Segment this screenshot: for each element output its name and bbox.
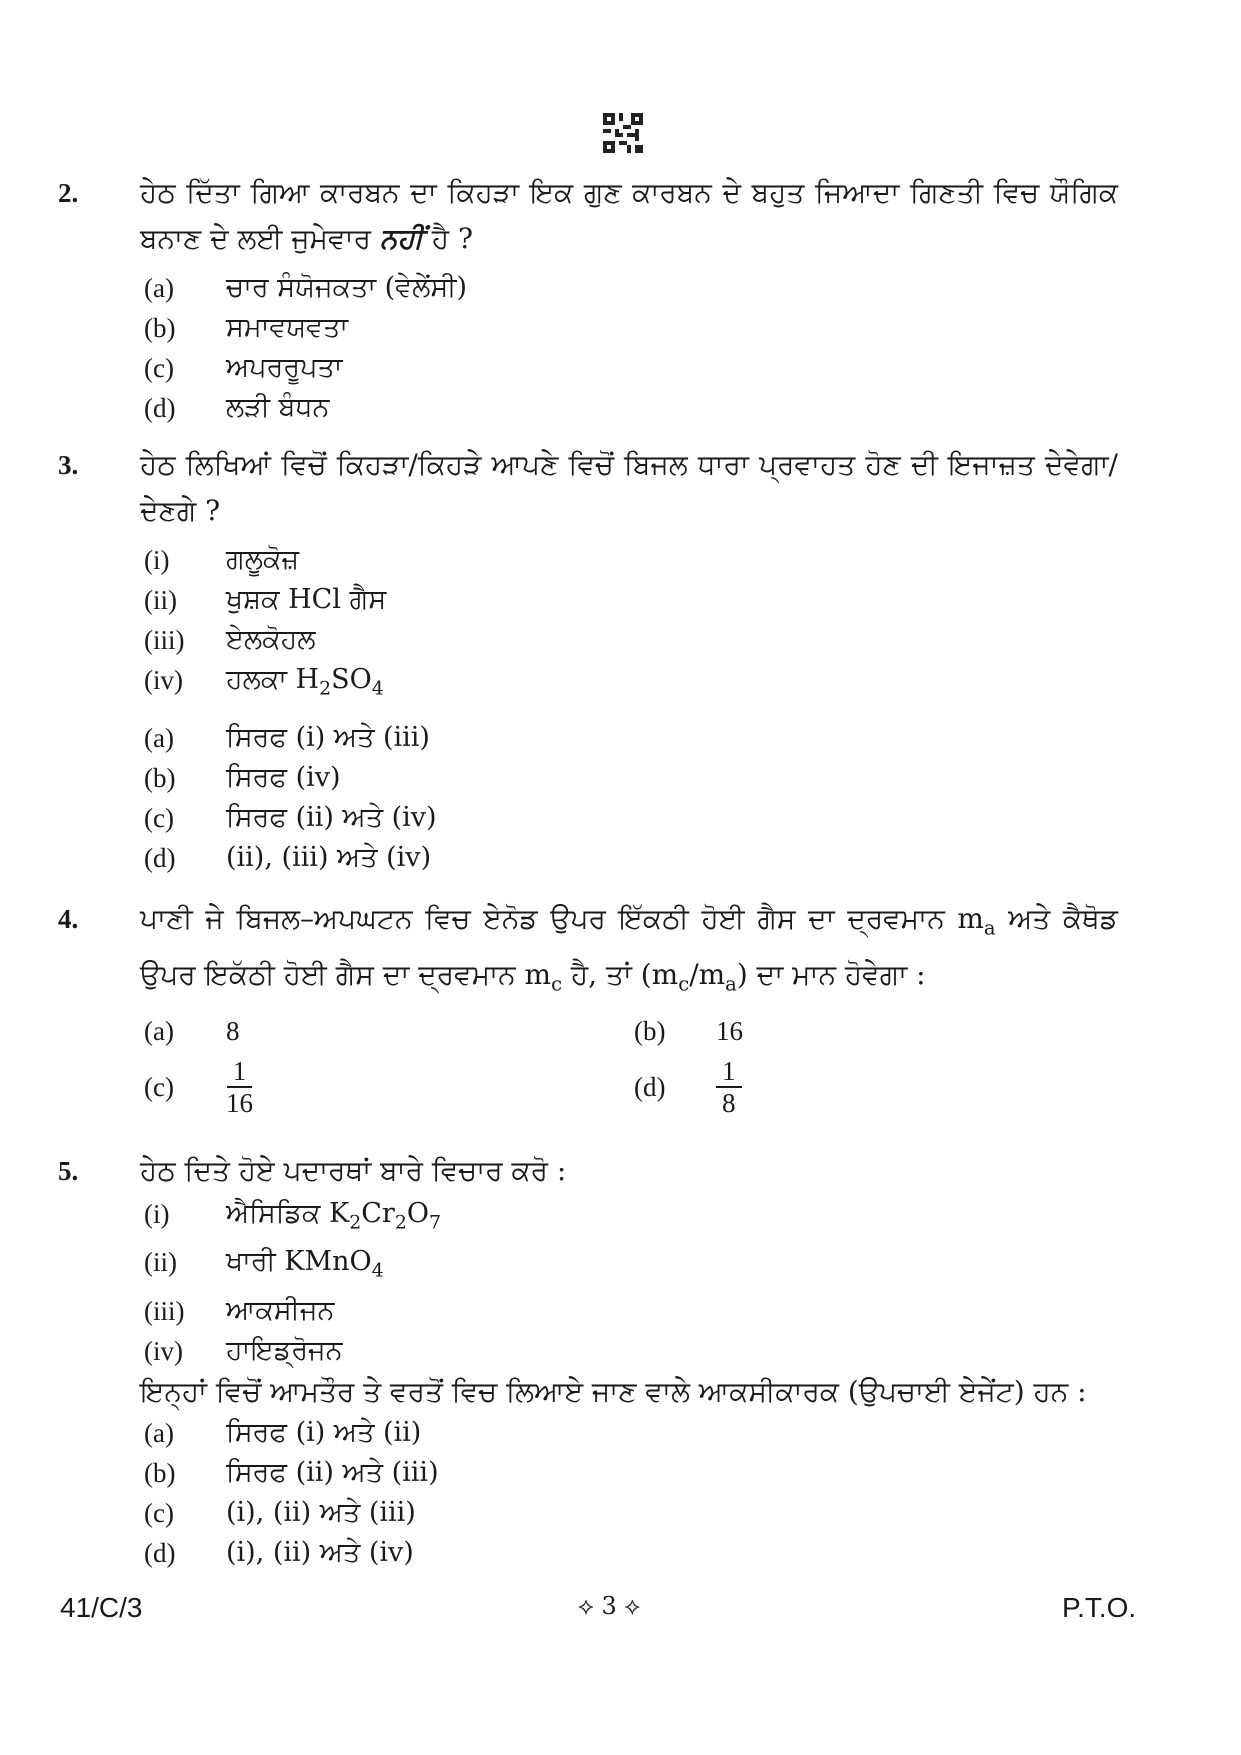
pto-label: P.T.O. — [1062, 1592, 1137, 1623]
question-number: 3. — [58, 450, 79, 480]
fraction: $\frac{1}{16}$ — [226, 1056, 253, 1119]
option-d: (d) (i), (ii) ਅਤੇ (iv) — [144, 1536, 414, 1568]
emphasis-not: ਨਹੀਂ — [379, 222, 423, 255]
question-text: ਪਾਣੀ ਜੇ ਬਿਜਲ–ਅਪਘਟਨ ਵਿਚ ਏਨੋਡ ਉਪਰ ਇੱਕਠੀ ਹੋਈ ਗੈਸ ਦਾ ਦ੍ਰਵਮਾਨ $m_a$ ਅਤੇ ਕੈਥੋਡ ਉਪਰ ਇਕੱਠੀ ਹੋਈ ਗੈਸ ਦਾ ਦ੍ਰਵਮਾਨ $m_c$ ਹੈ, ਤਾਂ $(m_c/m_a)$ ਦਾ ਮਾਨ ਹੋਵੇਗਾ : — [140, 902, 1118, 996]
option-a: (a) ਸਿਰਫ (i) ਅਤੇ (iii) — [144, 722, 430, 754]
option-d: (d) ਲੜੀ ਬੰਧਨ — [144, 392, 330, 423]
question-4 — [58, 896, 1118, 1121]
option-c: (c) ਸਿਰਫ (ii) ਅਤੇ (iv) — [144, 802, 437, 834]
question-number: 2. — [58, 178, 79, 208]
option-d: (d) $\frac{1}{8}$ — [634, 1053, 1054, 1121]
option-c: (c) (i), (ii) ਅਤੇ (iii) — [144, 1496, 416, 1528]
paper-code: 41/C/3 — [60, 1592, 143, 1623]
page-number: ⟡ 3 ⟡ — [578, 1592, 641, 1620]
question-text: ਹੇਠ ਦਿਤੇ ਹੋਏ ਪਦਾਰਥਾਂ ਬਾਰੇ ਵਿਚਾਰ ਕਰੋ : — [140, 1154, 567, 1187]
item-i: (i) ਐਸਿਡਿਕ $K_2Cr_2O_7$ — [144, 1198, 442, 1234]
option-c: (c) $\frac{1}{16}$ — [144, 1056, 253, 1119]
option-b: (b) 16 — [634, 1015, 743, 1046]
item-iv: (iv) ਹਲਕਾ $H_2SO_4$ — [144, 664, 384, 700]
question-text: ਹੇਠ ਲਿਖਿਆਂ ਵਿਚੋਂ ਕਿਹੜਾ/ਕਿਹੜੇ ਆਪਣੇ ਵਿਚੋਂ ਬਿਜਲ ਧਾਰਾ ਪ੍ਰਵਾਹਤ ਹੋਣ ਦੀ ਇਜਾਜ਼ਤ ਦੇਵੇਗਾ/ਦੇਣਗੇ ? — [140, 448, 1118, 527]
item-iii: (iii) ਏਲਕੋਹਲ — [144, 624, 316, 655]
option-a: (a) 8 — [144, 1015, 240, 1046]
question-2 — [58, 170, 1118, 428]
option-d: (d) (ii), (iii) ਅਤੇ (iv) — [144, 842, 432, 874]
question-number: 5. — [58, 1156, 79, 1186]
item-ii: (ii) ਖਾਰੀ KMnO$_4$ — [144, 1246, 384, 1282]
item-ii: (ii) ਖੁਸ਼ਕ HCl ਗੈਸ — [144, 584, 387, 615]
qr-code-icon — [603, 113, 643, 153]
option-b: (b) ਸਿਰਫ (iv) — [144, 762, 341, 794]
item-i: (i) ਗਲੂਕੋਜ਼ — [144, 544, 300, 575]
question-5 — [58, 1148, 1118, 1573]
options-grid — [144, 1011, 1118, 1121]
option-b: (b) ਸਿਰਫ (ii) ਅਤੇ (iii) — [144, 1456, 439, 1488]
option-c: (c) ਅਪਰਰੂਪਤਾ — [144, 352, 343, 383]
question-3 — [58, 442, 1118, 878]
question-subtext: ਇਨ੍ਹਾਂ ਵਿਚੋਂ ਆਮਤੌਰ ਤੇ ਵਰਤੋਂ ਵਿਚ ਲਿਆਏ ਜਾਣ ਵਾਲੇ ਆਕਸੀਕਾਰਕ (ਉਪਚਾਈ ਏਜੇਂਟ) ਹਨ : — [140, 1374, 1087, 1408]
option-a: (a) ਚਾਰ ਸੰਯੋਜਕਤਾ (ਵੇਲੇਂਸੀ) — [144, 272, 468, 303]
question-number: 4. — [58, 904, 79, 934]
question-text: ਹੇਠ ਦਿੱਤਾ ਗਿਆ ਕਾਰਬਨ ਦਾ ਕਿਹੜਾ ਇਕ ਗੁਣ ਕਾਰਬਨ ਦੇ ਬਹੁਤ ਜਿਆਦਾ ਗਿਣਤੀ ਵਿਚ ਯੌਗਿਕ ਬਨਾਣ ਦੇ ਲਈ ਜੁਮੇਵਾਰ ਨਹੀਂ ਹੈ ? — [140, 176, 1118, 255]
item-iii: (iii) ਆਕਸੀਜਨ — [144, 1294, 335, 1326]
item-iv: (iv) ਹਾਇਡ੍ਰੋਜਨ — [144, 1334, 343, 1366]
option-a: (a) ਸਿਰਫ (i) ਅਤੇ (ii) — [144, 1416, 422, 1448]
option-b: (b) ਸਮਾਵਯਵਤਾ — [144, 312, 349, 343]
fraction: $\frac{1}{8}$ — [716, 1056, 742, 1118]
